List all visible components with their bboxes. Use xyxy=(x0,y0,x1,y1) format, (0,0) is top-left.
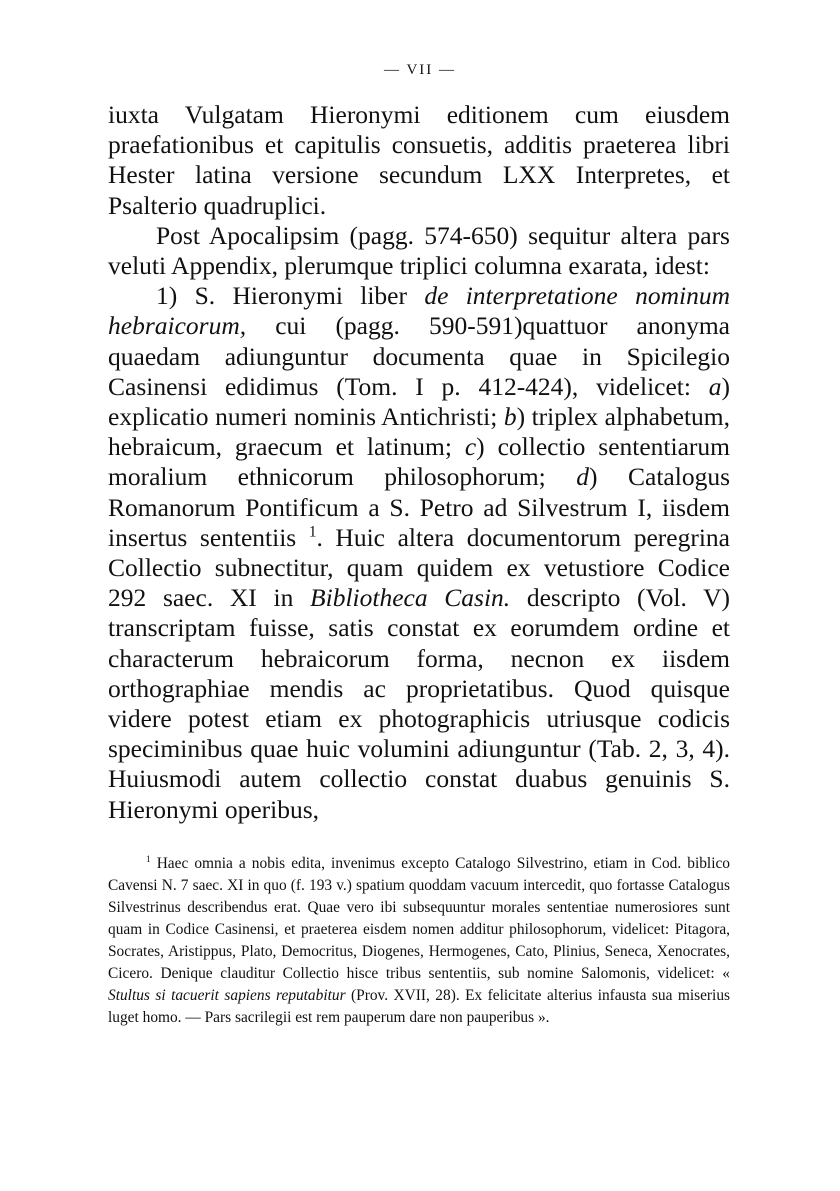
italic-title: Bibliotheca Casin. xyxy=(310,583,511,613)
paragraph xyxy=(108,281,730,825)
paragraph xyxy=(108,100,730,221)
text-run: . Huic altera documentorum peregrina Collectio subnectitur, quam quidem ex vetustiore Codice 292 saec. XI in xyxy=(108,522,730,613)
main-text xyxy=(108,100,730,825)
list-marker: b xyxy=(503,402,517,432)
list-marker: a xyxy=(708,371,722,401)
footnote-text: (Prov. XVII, 28). Ex felicitate alterius infausta sua miserius luget homo. — Pars sacrilegii est rem pauperum dare non pauperibus ». xyxy=(108,987,731,1026)
text-run: ) triplex alphabetum, hebraicum, graecum et latinum; xyxy=(108,402,731,462)
text-run: ) collectio sententiarum moralium ethnicorum philosophorum; xyxy=(108,432,730,492)
italic-title: de interpretatione nominum hebraicorum, xyxy=(108,281,730,341)
footnote-number: 1 xyxy=(146,853,151,864)
page-number: — VII — xyxy=(383,62,457,78)
text-run: cui (pagg. 590-591)quattuor anonyma quaedam adiunguntur documenta quae in Spicilegio Casinensi edidimus (Tom. I p. 412-424), videlicet: xyxy=(108,311,730,401)
list-marker: d xyxy=(576,462,590,492)
footnotes xyxy=(108,853,730,1029)
paragraph xyxy=(108,221,730,281)
text-run: 1) S. Hieronymi liber xyxy=(156,281,425,311)
text-run: ) explicatio numeri nominis Antichristi; xyxy=(108,371,730,432)
quotation: Stultus si tacuerit sapiens reputabitur xyxy=(108,987,346,1004)
list-marker: c xyxy=(464,432,477,462)
text-run: Post Apocalipsim (pagg. 574-650) sequitur altera pars veluti Appendix, plerumque triplici columna exarata, idest: xyxy=(108,220,730,281)
footnote xyxy=(108,853,730,1029)
text-run: descripto (Vol. V) transcriptam fuisse, satis constat ex eorumdem ordine et characterum hebraicorum forma, necnon ex iisdem orthographiae mendis ac proprietatibus. Quod quisque videre potest etiam ex photographicis utriusque codicis speciminibus quae huic volumini adiunguntur (Tab. 2, 3, 4). Huiusmodi autem collectio constat duabus genuinis S. Hieronymi operibus, xyxy=(108,583,730,824)
text-run: iuxta Vulgatam Hieronymi editionem cum eiusdem praefationibus et capitulis consuetis, additis praeterea libri Hester latina versione secundum LXX Interpretes, et Psalterio quadruplici. xyxy=(108,100,730,220)
footnote-reference: 1 xyxy=(308,523,317,541)
text-run: ) Catalogus Romanorum Pontificum a S. Petro ad Silvestrum I, iisdem insertus sententiis xyxy=(108,462,730,552)
footnote-text: Haec omnia a nobis edita, invenimus excepto Catalogo Silvestrino, etiam in Cod. biblico Cavensi N. 7 saec. XI in quo (f. 193 v.) spatium quoddam vacuum intercedit, quo fortasse Catalogus Silvestrinus describendus erat. Quae vero ibi subsequuntur morales sententiae numerosiores sunt quam in Codice Casinensi, et praeterea eisdem nomen additur philosophorum, videlicet: Pitagora, Socrates, Aristippus, Plato, Democritus, Diogenes, Hermogenes, Cato, Plinius, Seneca, Xenocrates, Cicero. Denique clauditur Collectio hisce tribus sententiis, sub nomine Salomonis, videlicet: « xyxy=(108,855,730,982)
